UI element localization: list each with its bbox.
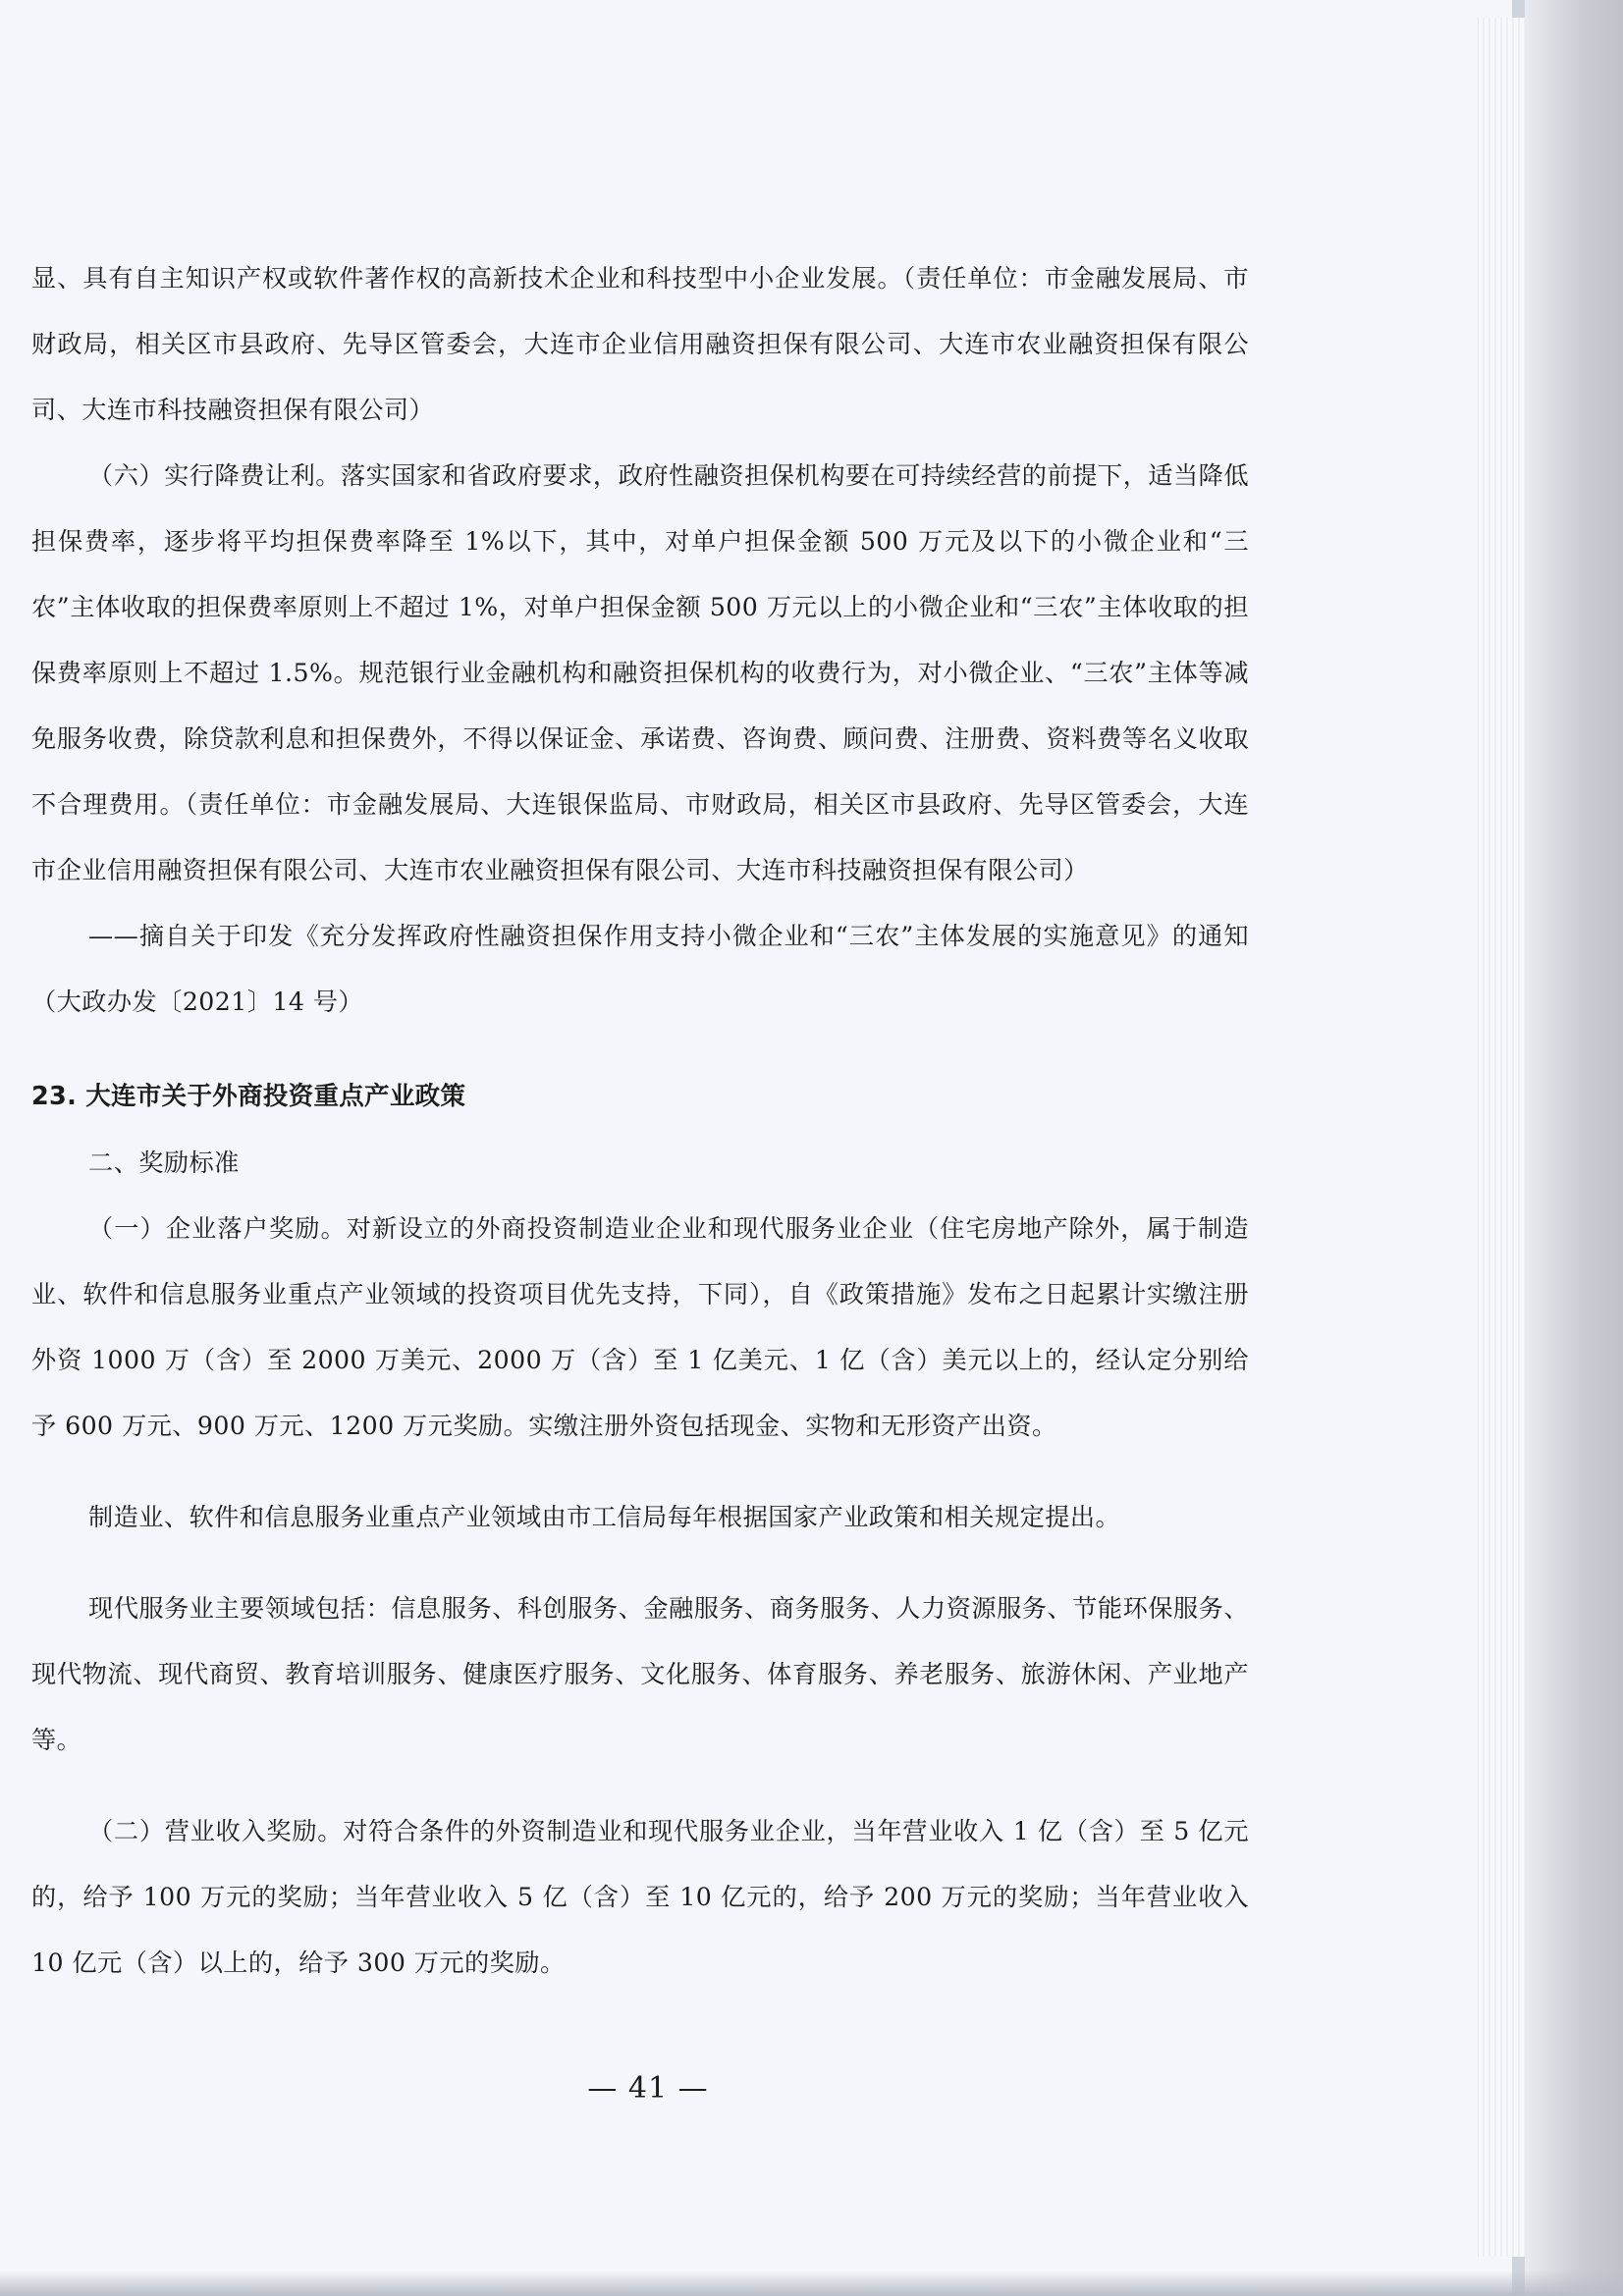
document-body bbox=[31, 245, 1249, 1996]
paragraph-fee-reduction: （六）实行降费让利。落实国家和省政府要求，政府性融资担保机构要在可持续经营的前提下，适当降低担保费率，逐步将平均担保费率降至 1%以下，其中，对单户担保金额 500 万元及以下的小微企业和“三农”主体收取的担保费率原则上不超过 1%，对单户担保金额 500 万元以上的小微企业和“三农”主体收取的担保费率原则上不超过 1.5%。规范银行业金融机构和融资担保机构的收费行为，对小微企业、“三农”主体等减免服务收费，除贷款利息和担保费外，不得以保证金、承诺费、咨询费、顾问费、注册费、资料费等名义收取不合理费用。（责任单位：市金融发展局、大连银保监局、市财政局，相关区市县政府、先导区管委会，大连市企业信用融资担保有限公司、大连市农业融资担保有限公司、大连市科技融资担保有限公司） bbox=[31, 461, 1249, 884]
scanner-edge bbox=[1525, 0, 1623, 2296]
subheading-reward-standard: 二、奖励标准 bbox=[88, 1148, 240, 1177]
section-title: 23. 大连市关于外商投资重点产业政策 bbox=[31, 1082, 466, 1111]
page-number: — 41 — bbox=[587, 2071, 709, 2106]
paragraph-key-industries: 制造业、软件和信息服务业重点产业领域由市工信局每年根据国家产业政策和相关规定提出。 bbox=[88, 1503, 1121, 1531]
paragraph-continued: 显、具有自主知识产权或软件著作权的高新技术企业和科技型中小企业发展。（责任单位：市金融发展局、市财政局，相关区市县政府、先导区管委会，大连市企业信用融资担保有限公司、大连市农业融资担保有限公司、大连市科技融资担保有限公司） bbox=[31, 264, 1249, 424]
paragraph-service-sectors: 现代服务业主要领域包括：信息服务、科创服务、金融服务、商务服务、人力资源服务、节能环保服务、现代物流、现代商贸、教育培训服务、健康医疗服务、文化服务、体育服务、养老服务、旅游休闲、产业地产等。 bbox=[31, 1594, 1249, 1754]
bottom-shadow bbox=[0, 2270, 1623, 2296]
page-stack-edges bbox=[1478, 18, 1526, 2257]
paragraph-source-citation: ——摘自关于印发《充分发挥政府性融资担保作用支持小微企业和“三农”主体发展的实施意见》的通知（大政办发〔2021〕14 号） bbox=[31, 922, 1249, 1016]
paragraph-revenue-reward: （二）营业收入奖励。对符合条件的外资制造业和现代服务业企业，当年营业收入 1 亿（含）至 5 亿元的，给予 100 万元的奖励；当年营业收入 5 亿（含）至 10 亿元的，给予 200 万元的奖励；当年营业收入 10 亿元（含）以上的，给予 300 万元的奖励。 bbox=[31, 1817, 1249, 1977]
paragraph-settlement-reward: （一）企业落户奖励。对新设立的外商投资制造业企业和现代服务业企业（住宅房地产除外，属于制造业、软件和信息服务业重点产业领域的投资项目优先支持，下同），自《政策措施》发布之日起累计实缴注册外资 1000 万（含）至 2000 万美元、2000 万（含）至 1 亿美元、1 亿（含）美元以上的，经认定分别给予 600 万元、900 万元、1200 万元奖励。实缴注册外资包括现金、实物和无形资产出资。 bbox=[31, 1214, 1249, 1440]
